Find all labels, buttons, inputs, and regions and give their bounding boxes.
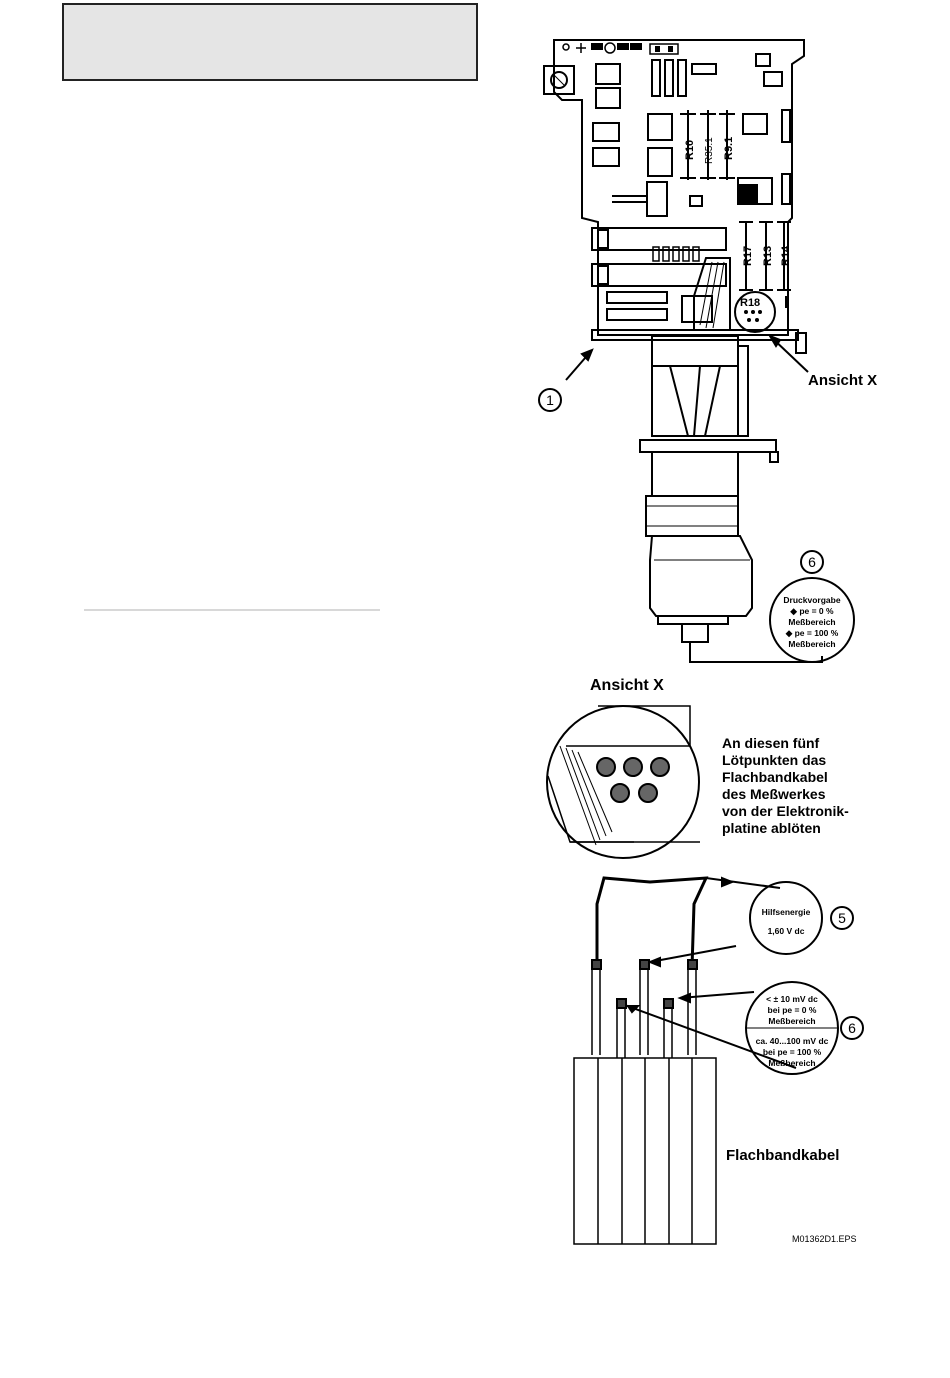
label-r10: R10 [684,139,696,160]
druckvorgabe-line-3: ◆ pe = 100 % [785,628,839,638]
signal-line-3: Meßbereich [768,1016,816,1026]
signal-line-6: Meßbereich [768,1058,816,1068]
label-r17: R17 [742,245,754,266]
callout-6-top: 6 [808,554,816,570]
solder-note-3: Flachbandkabel [722,769,828,785]
hilfsenergie-title: Hilfsenergie [761,907,811,917]
druckvorgabe-title: Druckvorgabe [783,595,841,605]
label-r35: R35.1 [704,137,715,164]
solder-note-5: von der Elektronik- [722,803,849,819]
druckvorgabe-line-4: Meßbereich [788,639,836,649]
label-r13: R13 [762,245,774,266]
file-reference: M01362D1.EPS [792,1234,857,1244]
label-ansicht-x-top: Ansicht X [808,372,878,389]
label-r9: R9.1 [723,136,735,160]
label-flachbandkabel: Flachbandkabel [726,1147,840,1164]
callout-1: 1 [546,392,554,408]
heading-ansicht-x: Ansicht X [590,677,664,694]
hilfsenergie-circle [750,882,822,954]
solder-note-6: platine ablöten [722,820,821,836]
hilfsenergie-wire [597,878,706,970]
druckvorgabe-line-1: ◆ pe = 0 % [790,606,834,616]
druckvorgabe-line-2: Meßbereich [788,617,836,627]
label-r18: R18 [740,297,761,309]
signal-line-5: bei pe = 100 % [762,1047,822,1057]
signal-line-2: bei pe = 0 % [767,1005,817,1015]
ansicht-x-circle [547,706,699,858]
callout-6-bottom: 6 [848,1020,856,1036]
callout-5: 5 [838,910,846,926]
solder-note-4: des Meßwerkes [722,786,826,802]
label-r14: R14 [780,245,792,266]
signal-line-4: ca. 40...100 mV dc [755,1036,829,1046]
signal-line-1: < ± 10 mV dc [766,994,818,1004]
hilfsenergie-voltage: 1,60 V dc [767,926,805,936]
solder-note-2: Lötpunkten das [722,752,827,768]
solder-note-1: An diesen fünf [722,735,820,751]
